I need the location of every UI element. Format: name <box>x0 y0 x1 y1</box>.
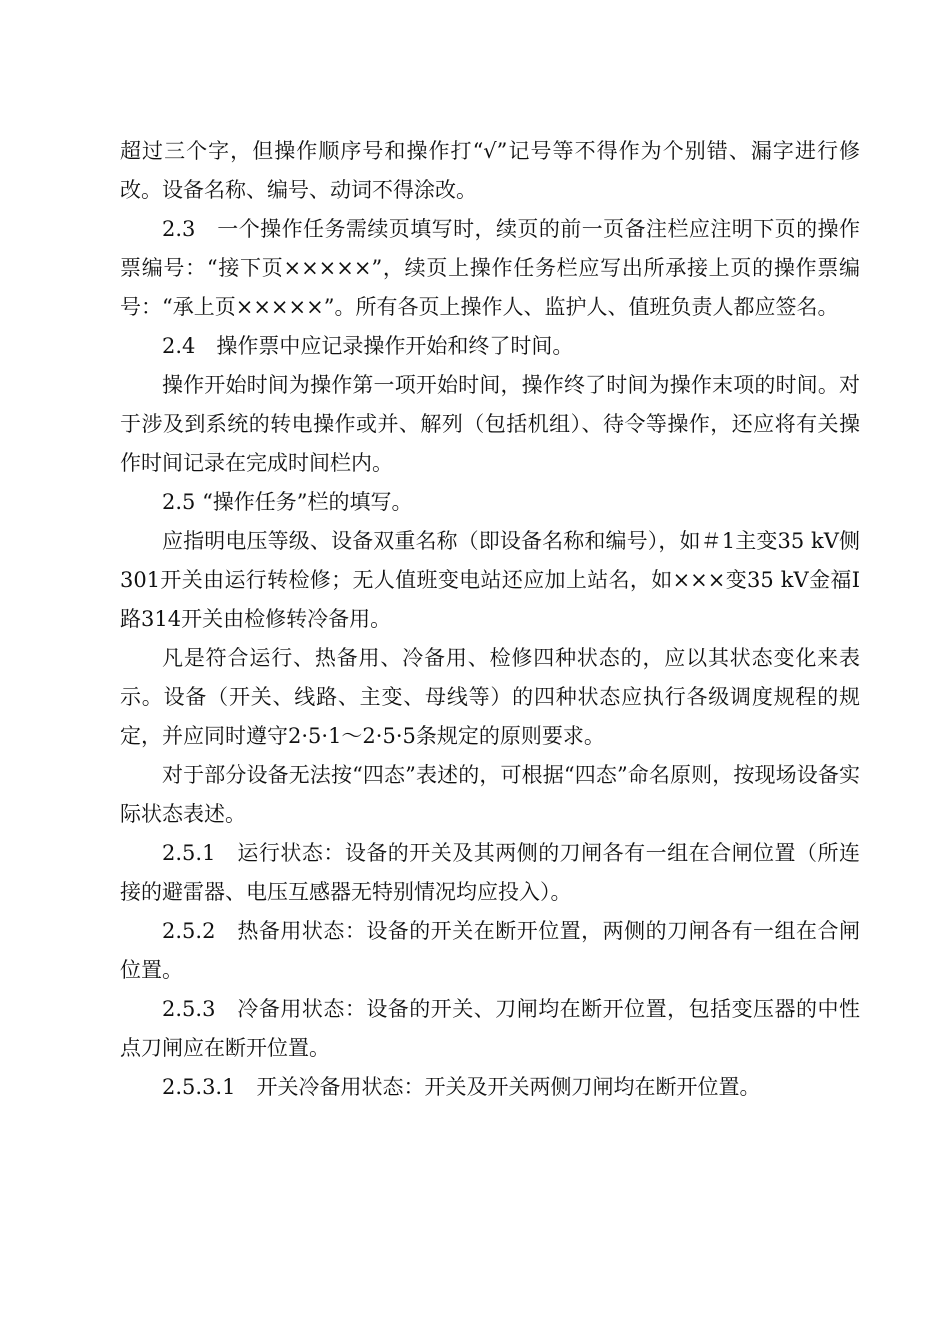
paragraph-continuation: 超过三个字，但操作顺序号和操作打“√”记号等不得作为个别错、漏字进行修改。设备名称、编号、动词不得涂改。 <box>120 139 860 202</box>
paragraph-2-5-1: 2.5.1 运行状态：设备的开关及其两侧的刀闸各有一组在合闸位置（所连接的避雷器、电压互感器无特别情况均应投入）。 <box>120 841 860 904</box>
paragraph-voltage-level: 应指明电压等级、设备双重名称（即设备名称和编号），如＃1主变35 kV侧 301开关由运行转检修；无人值班变电站还应加上站名，如×××变35 kV金福Ⅰ路314开关由检修转冷备用。 <box>120 529 867 631</box>
paragraph-2-5: 2.5 “操作任务”栏的填写。 <box>162 490 413 514</box>
paragraph-four-states: 凡是符合运行、热备用、冷备用、检修四种状态的，应以其状态变化来表示。设备（开关、线路、主变、母线等）的四种状态应执行各级调度规程的规定，并应同时遵守2·5·1～2·5·5条规定的原则要求。 <box>120 646 860 748</box>
paragraph-operation-time: 操作开始时间为操作第一项开始时间，操作终了时间为操作末项的时间。对于涉及到系统的转电操作或并、解列（包括机组）、待令等操作，还应将有关操作时间记录在完成时间栏内。 <box>120 373 860 475</box>
paragraph-2-5-3-1: 2.5.3.1 开关冷备用状态：开关及开关两侧刀闸均在断开位置。 <box>162 1075 761 1099</box>
paragraph-2-5-3: 2.5.3 冷备用状态：设备的开关、刀闸均在断开位置，包括变压器的中性点刀闸应在断开位置。 <box>120 997 860 1060</box>
paragraph-2-3: 2.3 一个操作任务需续页填写时，续页的前一页备注栏应注明下页的操作票编号：“接下页×××××”，续页上操作任务栏应写出所承接上页的操作票编号：“承上页×××××”。所有各页上操作人、监护人、值班负责人都应签名。 <box>120 217 860 319</box>
paragraph-2-4: 2.4 操作票中应记录操作开始和终了时间。 <box>162 334 574 358</box>
paragraph-2-5-2: 2.5.2 热备用状态：设备的开关在断开位置，两侧的刀闸各有一组在合闸位置。 <box>120 919 860 982</box>
document-page <box>120 132 867 1107</box>
paragraph-partial-devices: 对于部分设备无法按“四态”表述的，可根据“四态”命名原则，按现场设备实际状态表述。 <box>120 763 860 826</box>
